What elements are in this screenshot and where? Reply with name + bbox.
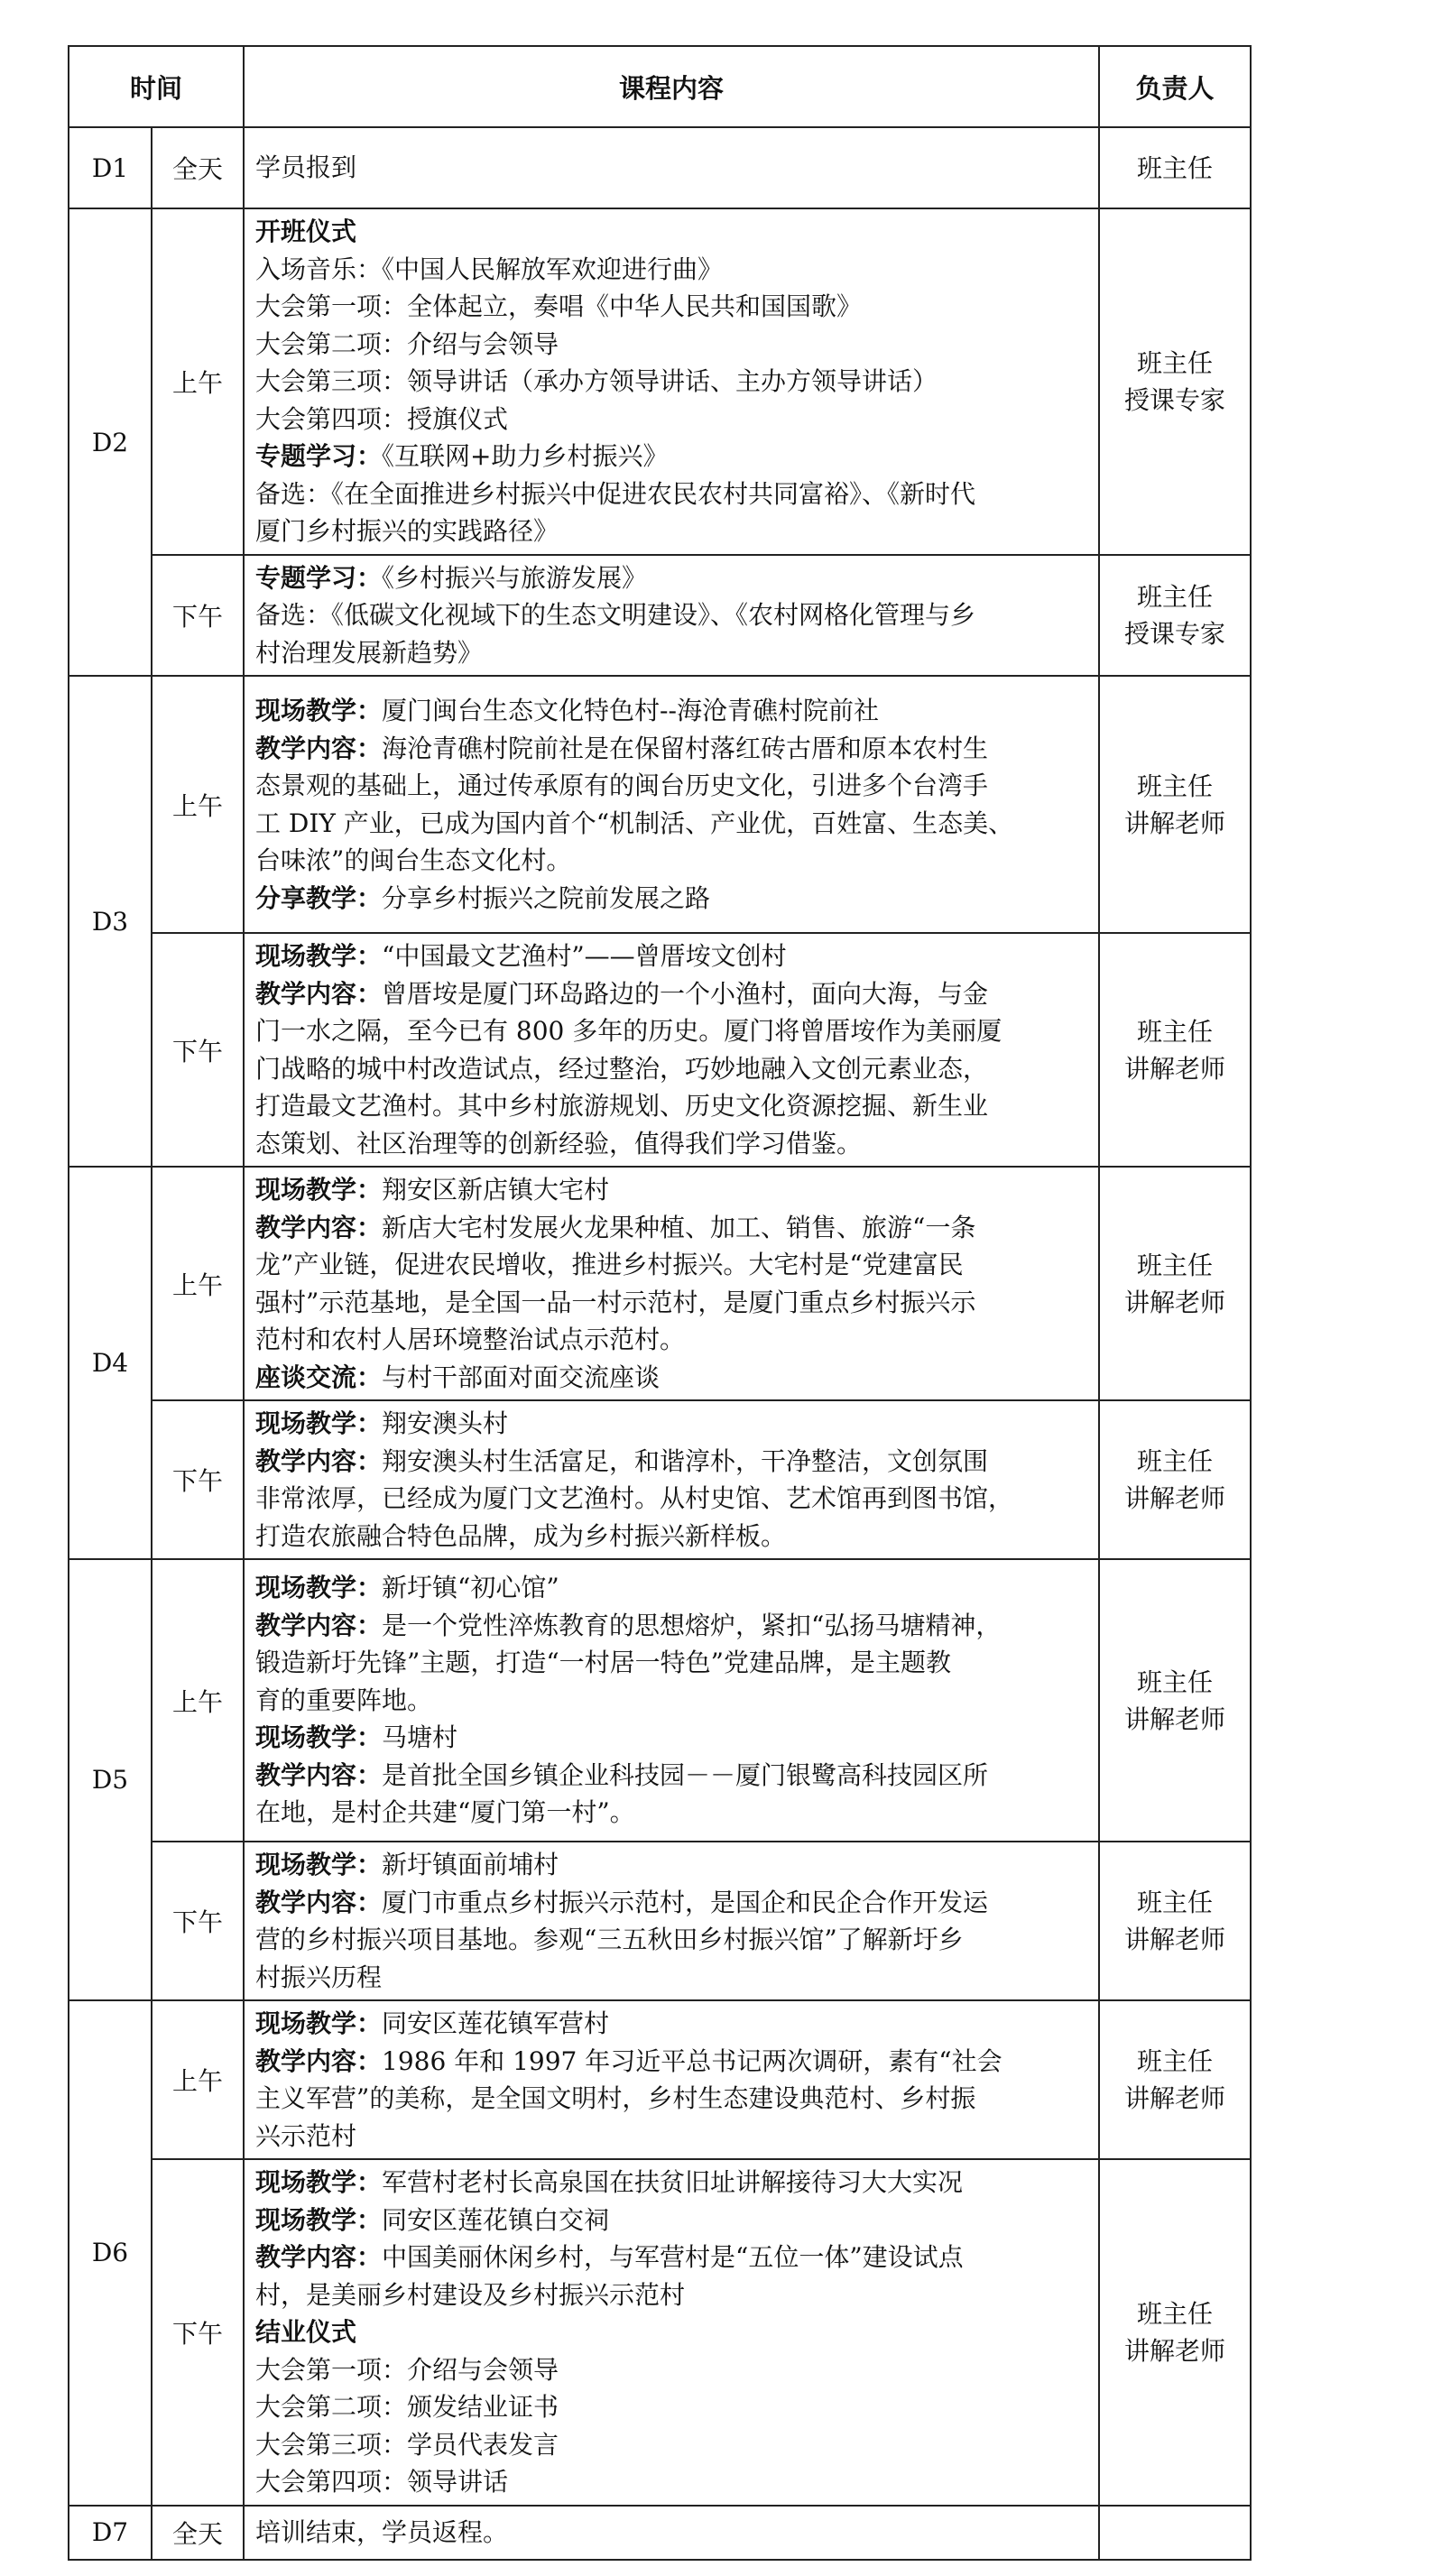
content-line <box>255 1050 1087 1088</box>
content-cell <box>244 1842 1099 2000</box>
content-label: 结业仪式 <box>255 2317 357 2347</box>
content-line <box>255 401 1087 439</box>
content-text: 主义军营”的美称，是全国文明村，乡村生态建设典范村、乡村振 <box>255 2083 976 2113</box>
content-text: 大会第一项：介绍与会领导 <box>255 2354 559 2385</box>
content-line <box>255 596 1087 634</box>
schedule-row <box>69 127 1251 208</box>
day-cell: D5 <box>69 1559 152 2000</box>
content-line <box>255 1321 1087 1359</box>
responsible-name: 讲解老师 <box>1124 1053 1226 1084</box>
header-content: 课程内容 <box>244 46 1099 127</box>
content-text: 村振兴历程 <box>255 1962 383 1992</box>
period-cell: 下午 <box>152 2159 244 2506</box>
content-text: 新圩镇“初心馆” <box>382 1573 559 1603</box>
content-line <box>255 512 1087 550</box>
content-text: 《乡村振兴与旅游发展》 <box>382 562 648 593</box>
day-cell: D4 <box>69 1167 152 1559</box>
responsible-cell <box>1099 2159 1251 2506</box>
content-cell <box>244 127 1099 208</box>
period-cell: 上午 <box>152 1167 244 1400</box>
responsible-cell <box>1099 1167 1251 1400</box>
period-cell: 上午 <box>152 2000 244 2159</box>
schedule-row <box>69 1842 1251 2000</box>
period-cell: 上午 <box>152 1559 244 1842</box>
content-line <box>255 1607 1087 1645</box>
content-text: 范村和农村人居环境整治试点示范村。 <box>255 1325 686 1354</box>
content-text: 同安区莲花镇白交祠 <box>382 2204 610 2235</box>
content-text: 大会第一项：全体起立，奏唱《中华人民共和国国歌》 <box>255 291 863 321</box>
day-cell: D1 <box>69 127 152 208</box>
content-line <box>255 251 1087 289</box>
content-line <box>255 805 1087 843</box>
content-label: 教学内容： <box>255 733 383 763</box>
content-line <box>255 1171 1087 1209</box>
responsible-cell <box>1099 555 1251 677</box>
content-text: 曾厝垵是厦门环岛路边的一个小渔村，面向大海，与金 <box>382 978 989 1009</box>
content-line <box>255 2276 1087 2314</box>
content-text: 厦门乡村振兴的实践路径》 <box>255 516 559 546</box>
responsible-name: 班主任 <box>1137 2298 1214 2329</box>
content-line <box>255 1569 1087 1607</box>
content-text: 龙”产业链，促进农民增收，推进乡村振兴。大宅村是“党建富民 <box>255 1250 964 1279</box>
responsible-name: 班主任 <box>1137 1446 1214 1476</box>
content-text: 分享乡村振兴之院前发展之路 <box>382 882 711 913</box>
content-label: 现场教学： <box>255 696 383 725</box>
schedule-row <box>69 2000 1251 2159</box>
header-time: 时间 <box>69 46 244 127</box>
content-line <box>255 2239 1087 2276</box>
content-label: 教学内容： <box>255 978 383 1009</box>
content-line <box>255 1443 1087 1481</box>
content-text: 备选：《在全面推进乡村振兴中促进农民农村共同富裕》、《新时代 <box>255 478 976 509</box>
day-cell: D6 <box>69 2000 152 2506</box>
content-line <box>255 1884 1087 1922</box>
content-line <box>255 1518 1087 1556</box>
period-cell: 全天 <box>152 127 244 208</box>
schedule-body <box>69 127 1251 2560</box>
content-cell <box>244 933 1099 1167</box>
content-text: 大会第三项：学员代表发言 <box>255 2429 559 2460</box>
content-text: 工 DIY 产业，已成为国内首个“机制活、产业优，百姓富、生态美、 <box>255 808 1014 838</box>
content-text: 大会第二项：介绍与会领导 <box>255 328 559 359</box>
content-label: 现场教学： <box>255 1408 383 1438</box>
responsible-name: 授课专家 <box>1124 384 1226 415</box>
content-cell <box>244 2506 1099 2560</box>
responsible-name: 班主任 <box>1137 1250 1214 1280</box>
content-label: 分享教学： <box>255 882 383 913</box>
responsible-name: 讲解老师 <box>1124 2335 1226 2366</box>
content-text: 营的乡村振兴项目基地。参观“三五秋田乡村振兴馆”了解新圩乡 <box>255 1925 964 1954</box>
content-label: 现场教学： <box>255 1573 383 1603</box>
period-cell: 下午 <box>152 1842 244 2000</box>
schedule-row <box>69 1167 1251 1400</box>
content-line <box>255 2164 1087 2202</box>
content-line <box>255 2514 1087 2552</box>
day-cell: D2 <box>69 208 152 676</box>
content-line <box>255 559 1087 597</box>
content-line <box>255 1087 1087 1125</box>
content-text: 新店大宅村发展火龙果种植、加工、销售、旅游“一条 <box>382 1212 976 1242</box>
responsible-cell <box>1099 1559 1251 1842</box>
period-cell: 下午 <box>152 555 244 677</box>
content-line <box>255 692 1087 730</box>
period-cell: 上午 <box>152 208 244 555</box>
header-responsible: 负责人 <box>1099 46 1251 127</box>
content-line <box>255 937 1087 975</box>
content-label: 现场教学： <box>255 2167 383 2197</box>
content-label: 现场教学： <box>255 1850 383 1879</box>
responsible-name: 授课专家 <box>1124 618 1226 649</box>
content-text: 打造农旅融合特色品牌，成为乡村振兴新样板。 <box>255 1520 787 1551</box>
content-label: 教学内容： <box>255 1759 383 1790</box>
schedule-row <box>69 555 1251 677</box>
content-text: 新圩镇面前埔村 <box>382 1850 559 1879</box>
content-line <box>255 213 1087 251</box>
content-text: 翔安区新店镇大宅村 <box>382 1175 610 1205</box>
content-text: 大会第三项：领导讲话（承办方领导讲话、主办方领导讲话） <box>255 366 938 396</box>
content-label: 现场教学： <box>255 2204 383 2235</box>
content-line <box>255 2463 1087 2501</box>
content-line <box>255 730 1087 768</box>
content-label: 专题学习： <box>255 441 383 471</box>
content-line <box>255 1284 1087 1322</box>
content-text: 村，是美丽乡村建设及乡村振兴示范村 <box>255 2279 686 2310</box>
content-text: 大会第二项：颁发结业证书 <box>255 2392 559 2422</box>
content-text: 是一个党性淬炼教育的思想熔炉，紧扣“弘扬马塘精神， <box>382 1610 1002 1640</box>
content-text: 翔安澳头村生活富足，和谐淳朴，干净整洁，文创氛围 <box>382 1445 989 1476</box>
content-line <box>255 1644 1087 1682</box>
content-text: 海沧青礁村院前社是在保留村落红砖古厝和原本农村生 <box>382 733 989 763</box>
content-cell <box>244 208 1099 555</box>
content-text: 态策划、社区治理等的创新经验，值得我们学习借鉴。 <box>255 1128 863 1159</box>
content-text: 培训结束，学员返程。 <box>255 2516 509 2547</box>
content-text: 军营村老村长高泉国在扶贫旧址讲解接待习大大实况 <box>382 2167 964 2197</box>
content-line <box>255 2313 1087 2351</box>
content-text: 强村”示范基地，是全国一品一村示范村，是厦门重点乡村振兴示 <box>255 1287 976 1317</box>
content-line <box>255 1246 1087 1284</box>
responsible-name: 班主任 <box>1137 347 1214 378</box>
period-cell: 下午 <box>152 1400 244 1559</box>
content-label: 开班仪式 <box>255 217 357 246</box>
content-line <box>255 1846 1087 1884</box>
schedule-row <box>69 1559 1251 1842</box>
content-label: 教学内容： <box>255 2242 383 2272</box>
content-text: 村治理发展新趋势》 <box>255 637 484 668</box>
responsible-cell <box>1099 676 1251 933</box>
content-line <box>255 326 1087 364</box>
content-text: 厦门市重点乡村振兴示范村，是国企和民企合作开发运 <box>382 1887 989 1917</box>
content-cell <box>244 1167 1099 1400</box>
content-line <box>255 475 1087 513</box>
responsible-name: 讲解老师 <box>1124 808 1226 838</box>
content-label: 现场教学： <box>255 2008 383 2038</box>
content-line <box>255 1405 1087 1443</box>
responsible-name: 讲解老师 <box>1124 2083 1226 2113</box>
content-text: 大会第四项：领导讲话 <box>255 2467 509 2497</box>
content-label: 教学内容： <box>255 1445 383 1476</box>
content-text: 马塘村 <box>382 1722 458 1753</box>
content-text: 门一水之隔，至今已有 800 多年的历史。厦门将曾厝垵作为美丽厦 <box>255 1016 1002 1046</box>
day-cell: D7 <box>69 2506 152 2560</box>
content-label: 教学内容： <box>255 2045 383 2076</box>
content-cell <box>244 555 1099 677</box>
content-line <box>255 2005 1087 2043</box>
content-line <box>255 1719 1087 1757</box>
content-line <box>255 842 1087 880</box>
content-line <box>255 880 1087 918</box>
responsible-name: 班主任 <box>1137 581 1214 612</box>
responsible-cell <box>1099 127 1251 208</box>
content-cell <box>244 2159 1099 2506</box>
schedule-table <box>68 45 1252 2561</box>
responsible-name: 讲解老师 <box>1124 1287 1226 1317</box>
content-line <box>255 2426 1087 2464</box>
responsible-name: 班主任 <box>1137 152 1214 183</box>
content-line <box>255 1794 1087 1832</box>
content-text: 中国美丽休闲乡村，与军营村是“五位一体”建设试点 <box>382 2242 964 2272</box>
responsible-name: 班主任 <box>1137 1016 1214 1047</box>
content-line <box>255 2080 1087 2118</box>
content-line <box>255 634 1087 672</box>
content-text: 锻造新圩先锋”主题，打造“一村居一特色”党建品牌，是主题教 <box>255 1648 951 1678</box>
responsible-name: 讲解老师 <box>1124 1925 1226 1954</box>
content-line <box>255 1012 1087 1050</box>
content-text: 备选：《低碳文化视域下的生态文明建设》、《农村网格化管理与乡 <box>255 600 976 630</box>
responsible-cell <box>1099 933 1251 1167</box>
content-label: 现场教学： <box>255 1722 383 1753</box>
content-line <box>255 1480 1087 1518</box>
content-line <box>255 288 1087 326</box>
responsible-name: 讲解老师 <box>1124 1483 1226 1513</box>
content-label: 教学内容： <box>255 1610 383 1640</box>
content-line <box>255 1209 1087 1247</box>
content-line <box>255 2202 1087 2239</box>
content-text: 《互联网+助力乡村振兴》 <box>382 441 669 471</box>
content-line <box>255 1757 1087 1795</box>
content-text: 态景观的基础上，通过传承原有的闽台历史文化，引进多个台湾手 <box>255 771 989 800</box>
content-line <box>255 2351 1087 2389</box>
responsible-name: 讲解老师 <box>1124 1703 1226 1734</box>
content-text: 非常浓厚，已经成为厦门文艺渔村。从村史馆、艺术馆再到图书馆， <box>255 1483 1014 1513</box>
content-line <box>255 2043 1087 2081</box>
period-cell: 下午 <box>152 933 244 1167</box>
content-text: 与村干部面对面交流座谈 <box>382 1362 661 1392</box>
content-text: 是首批全国乡镇企业科技园－－厦门银鹭高科技园区所 <box>382 1759 989 1790</box>
content-line <box>255 1921 1087 1959</box>
content-cell <box>244 676 1099 933</box>
content-text: 厦门闽台生态文化特色村--海沧青礁村院前社 <box>382 696 879 725</box>
content-text: “中国最文艺渔村”——曾厝垵文创村 <box>382 941 787 971</box>
content-text: 育的重要阵地。 <box>255 1685 433 1715</box>
content-cell <box>244 1559 1099 1842</box>
content-text: 同安区莲花镇军营村 <box>382 2008 610 2038</box>
schedule-row <box>69 208 1251 555</box>
schedule-row <box>69 1400 1251 1559</box>
responsible-cell <box>1099 2000 1251 2159</box>
content-text: 在地，是村企共建“厦门第一村”。 <box>255 1797 635 1828</box>
schedule-row <box>69 2159 1251 2506</box>
schedule-row <box>69 676 1251 933</box>
responsible-cell <box>1099 208 1251 555</box>
table-header-row <box>69 46 1251 127</box>
responsible-cell <box>1099 2506 1251 2560</box>
responsible-name: 班主任 <box>1137 771 1214 801</box>
content-label: 教学内容： <box>255 1212 383 1242</box>
content-text: 大会第四项：授旗仪式 <box>255 403 509 434</box>
content-label: 座谈交流： <box>255 1362 383 1392</box>
content-label: 专题学习： <box>255 562 383 593</box>
content-cell <box>244 2000 1099 2159</box>
content-line <box>255 1359 1087 1397</box>
day-cell: D3 <box>69 676 152 1167</box>
content-text: 入场音乐：《中国人民解放军欢迎进行曲》 <box>255 254 724 284</box>
content-line <box>255 767 1087 805</box>
content-text: 翔安澳头村 <box>382 1408 509 1438</box>
content-line <box>255 438 1087 475</box>
content-cell <box>244 1400 1099 1559</box>
schedule-page <box>68 45 1250 2561</box>
content-line <box>255 1125 1087 1163</box>
schedule-row <box>69 2506 1251 2560</box>
content-line <box>255 149 1087 187</box>
content-text: 门战略的城中村改造试点，经过整治，巧妙地融入文创元素业态， <box>255 1053 989 1084</box>
content-text: 1986 年和 1997 年习近平总书记两次调研，素有“社会 <box>382 2045 1002 2076</box>
responsible-cell <box>1099 1842 1251 2000</box>
content-line <box>255 363 1087 401</box>
content-text: 打造最文艺渔村。其中乡村旅游规划、历史文化资源挖掘、新生业 <box>255 1091 989 1121</box>
period-cell: 全天 <box>152 2506 244 2560</box>
content-line <box>255 1682 1087 1720</box>
responsible-name: 班主任 <box>1137 1667 1214 1697</box>
content-text: 兴示范村 <box>255 2120 357 2151</box>
content-line <box>255 1959 1087 1997</box>
content-label: 现场教学： <box>255 1175 383 1205</box>
responsible-name: 班主任 <box>1137 1888 1214 1917</box>
content-line <box>255 975 1087 1013</box>
period-cell: 上午 <box>152 676 244 933</box>
content-label: 现场教学： <box>255 941 383 971</box>
content-line <box>255 2118 1087 2156</box>
content-text: 学员报到 <box>255 152 357 183</box>
schedule-row <box>69 933 1251 1167</box>
content-label: 教学内容： <box>255 1887 383 1917</box>
responsible-name: 班主任 <box>1137 2046 1214 2076</box>
content-line <box>255 2388 1087 2426</box>
responsible-cell <box>1099 1400 1251 1559</box>
content-text: 台味浓”的闽台生态文化村。 <box>255 845 572 875</box>
